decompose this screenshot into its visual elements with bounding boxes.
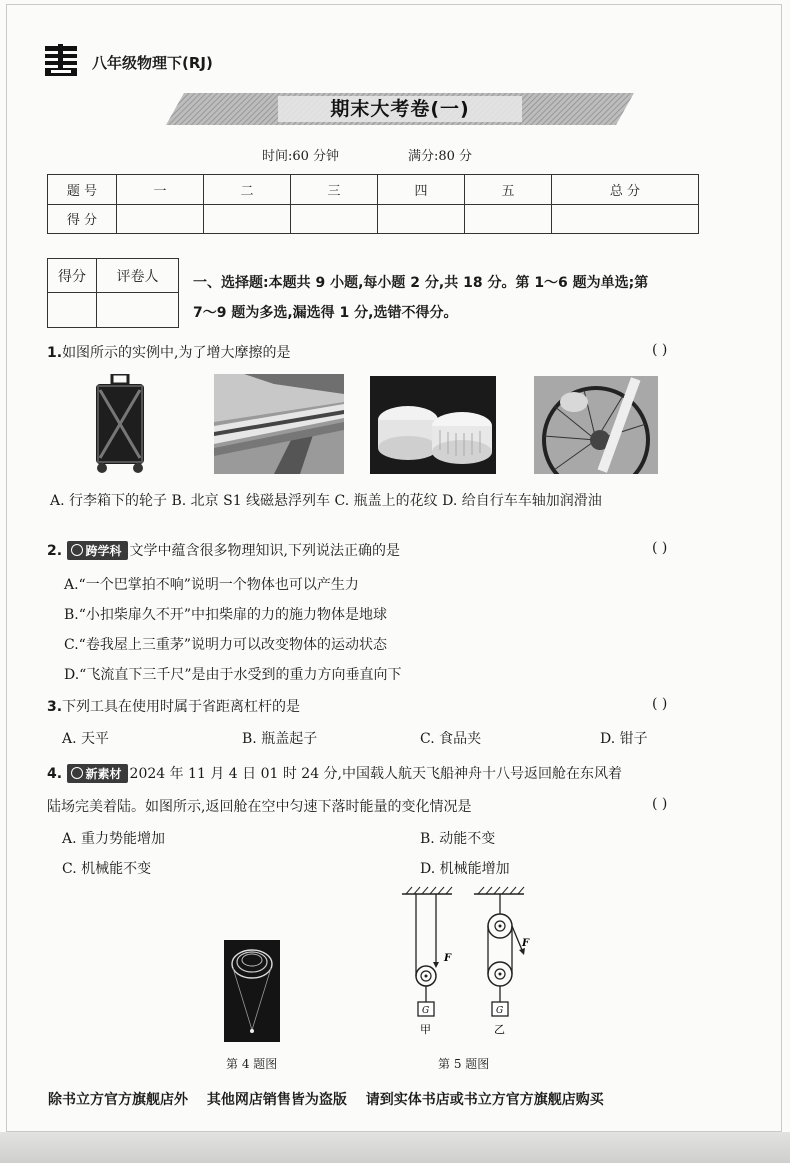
col-header: 四 [378,175,465,205]
option-d: D.“飞流直下三千尺”是由于水受到的重力方向垂直向下 [64,667,402,683]
grader-score-cell [48,293,97,328]
option-b: B. 瓶盖起子 [242,731,318,747]
weight-label-left: G [422,1006,430,1016]
col-header: 五 [465,175,552,205]
time-limit: 时间:60 分钟 [262,149,340,164]
bicycle-axle-image [534,376,658,474]
pulley-label-yi: 乙 [494,1023,505,1036]
score-cell [378,204,465,234]
option-a: A. 天平 [62,731,110,747]
score-table [47,174,699,234]
figure-5-caption: 第 5 题图 [438,1057,490,1071]
question-number: 2. [47,543,63,559]
score-cell [552,204,699,234]
answer-paren: ( ) [652,342,668,358]
score-cell [117,204,204,234]
pulley-diagram [396,884,536,1044]
tag-label: 新素材 [85,767,122,781]
col-header: 一 [117,175,204,205]
answer-paren: ( ) [652,796,668,812]
question-text: 如图所示的实例中,为了增大摩擦的是 [62,345,291,361]
answer-paren: ( ) [652,540,668,556]
parachute-capsule-image [224,940,280,1042]
question-text: 文学中蕴含很多物理知识,下列说法正确的是 [129,543,400,559]
option-c: C.“卷我屋上三重茅”说明力可以改变物体的运动状态 [64,637,387,653]
tag-label: 跨学科 [85,544,122,558]
tag-icon [71,544,83,556]
option-d: D. 机械能增加 [420,861,510,877]
pulley-label-jia: 甲 [420,1023,431,1036]
question-text: 2024 年 11 月 4 日 01 时 24 分,中国载人航天飞船神舟十八号返回舱在东风着 [129,766,623,782]
grader-name-label: 评卷人 [97,259,179,293]
option-c: C. 机械能不变 [62,861,152,877]
question-4 [47,763,622,783]
question-1 [47,342,291,362]
force-label-left: F [444,953,452,964]
answer-paren: ( ) [652,696,668,712]
section-heading-line: 7～9 题为多选,漏选得 1 分,选错不得分。 [193,305,458,321]
question-number: 1. [47,345,63,361]
grader-table [47,258,179,328]
row-label-score: 得 分 [48,204,117,234]
option-b: B.“小扣柴扉久不开”中扣柴扉的力的施力物体是地球 [64,607,388,623]
grader-name-cell [97,293,179,328]
question-2 [47,540,400,560]
option-a: A. 重力势能增加 [62,831,166,847]
col-header: 三 [291,175,378,205]
option-d: D. 钳子 [600,731,648,747]
bottle-caps-image [370,376,496,474]
option-a: A. 行李箱下的轮子 [50,493,168,509]
section-one-heading [193,268,703,328]
option-b: B. 北京 S1 线磁悬浮列车 [171,493,331,509]
option-c: C. 瓶盖上的花纹 [334,493,438,509]
force-label-right: F [522,938,530,949]
weight-label-right: G [496,1006,504,1016]
col-header: 总 分 [552,175,699,205]
exam-title: 期末大考卷(一) [330,98,470,120]
score-cell [465,204,552,234]
question-number: 4. [47,766,63,782]
question-3 [47,696,300,716]
row-label-question-number: 题 号 [48,175,117,205]
title-banner [166,93,634,125]
question-text: 下列工具在使用时属于省距离杠杆的是 [62,699,301,715]
option-b: B. 动能不变 [420,831,496,847]
anti-piracy-notice: 除书立方官方旗舰店外 其他网店销售皆为盗版 请到实体书店或书立方官方旗舰店购买 [48,1092,604,1108]
score-cell [291,204,378,234]
figure-4-caption: 第 4 题图 [226,1057,278,1071]
tag-icon [71,767,83,779]
option-c: C. 食品夹 [420,731,482,747]
col-header: 二 [204,175,291,205]
interdisciplinary-tag [67,541,128,560]
suitcase-image [90,374,150,474]
page-bottom-shadow [0,1132,790,1163]
full-score: 满分:80 分 [408,149,473,164]
new-material-tag [67,764,128,783]
score-cell [204,204,291,234]
question-number: 3. [47,699,63,715]
maglev-train-image [214,374,344,474]
option-d: D. 给自行车车轴加润滑油 [442,493,602,509]
book-logo-icon [44,44,78,78]
grader-score-label: 得分 [48,259,97,293]
option-a: A.“一个巴掌拍不响”说明一个物体也可以产生力 [64,577,359,593]
question-1-options [50,490,602,510]
question-4-continued: 陆场完美着陆。如图所示,返回舱在空中匀速下落时能量的变化情况是 [47,799,472,815]
header-subject: 八年级物理下(RJ) [92,54,213,72]
section-heading-line: 一、选择题:本题共 9 小题,每小题 2 分,共 18 分。第 1～6 题为单选;第 [193,275,649,291]
